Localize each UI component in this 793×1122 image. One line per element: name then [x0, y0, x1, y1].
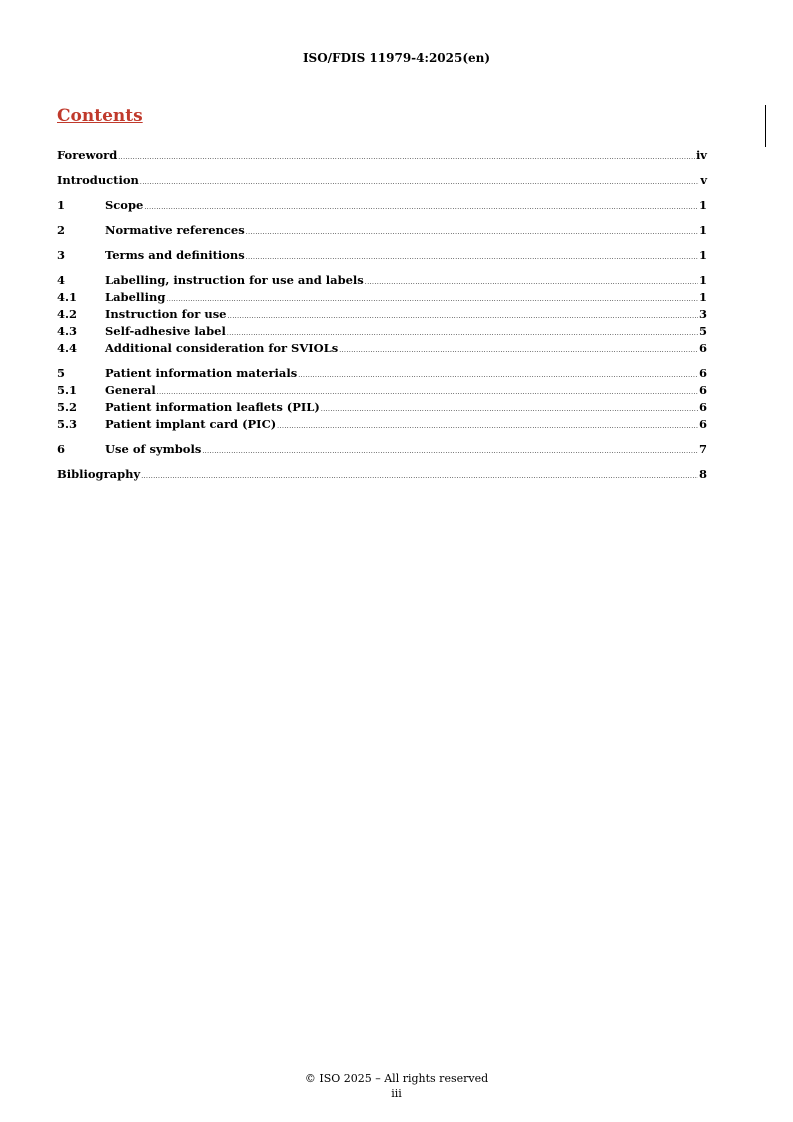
toc-dot-leader: [166, 291, 698, 308]
toc-entry-page: 6: [698, 400, 707, 414]
toc-entry-number: 5.1: [57, 383, 78, 397]
toc-dot-leader: [144, 199, 698, 216]
toc-entry-number: 4.2: [57, 307, 78, 321]
toc-entry-number: 4.3: [57, 324, 78, 338]
document-header: ISO/FDIS 11979-4:2025(en): [302, 51, 491, 65]
toc-entry-4[interactable]: [57, 272, 707, 289]
toc-entry-number: 4.4: [57, 341, 78, 355]
toc-entry-number: 4: [57, 273, 66, 287]
toc-entry-title: Terms and definitions: [105, 248, 245, 262]
toc-entry-page: 5: [698, 324, 707, 338]
toc-entry-title: Patient implant card (PIC): [105, 417, 277, 431]
toc-entry-title: Self-adhesive label: [105, 324, 226, 338]
contents-title: Contents: [57, 106, 143, 126]
page-footer: [0, 1071, 793, 1101]
toc-dot-leader: [118, 149, 695, 166]
toc-entry-page: 1: [698, 223, 707, 237]
toc-entry-title: Foreword: [57, 148, 118, 162]
toc-entry-2[interactable]: [57, 222, 707, 239]
toc-entry-number: 2: [57, 223, 66, 237]
toc-entry-5-2[interactable]: [57, 399, 707, 416]
toc-dot-leader: [321, 401, 698, 418]
toc-entry-title: Normative references: [105, 223, 245, 237]
toc-entry-introduction[interactable]: [57, 172, 707, 189]
toc-entry-number: 5.3: [57, 417, 78, 431]
toc-dot-leader: [228, 308, 698, 325]
toc-entry-page: 6: [698, 383, 707, 397]
change-bar: [765, 105, 766, 147]
page-number: iii: [391, 1087, 402, 1100]
toc-entry-4-2[interactable]: [57, 306, 707, 323]
toc-entry-number: 6: [57, 442, 66, 456]
toc-entry-page: 6: [698, 417, 707, 431]
toc-entry-page: 1: [698, 248, 707, 262]
toc-entry-page: 6: [698, 341, 707, 355]
toc-entry-title: Labelling, instruction for use and labels: [105, 273, 364, 287]
toc-entry-title: Patient information materials: [105, 366, 298, 380]
toc-dot-leader: [140, 174, 699, 191]
toc-entry-page: 8: [698, 467, 707, 481]
toc-entry-title: Labelling: [105, 290, 166, 304]
copyright-notice: © ISO 2025 – All rights reserved: [304, 1072, 489, 1085]
toc-entry-number: 4.1: [57, 290, 78, 304]
toc-entry-page: 7: [698, 442, 707, 456]
toc-entry-number: 5: [57, 366, 66, 380]
toc-entry-number: 1: [57, 198, 66, 212]
toc-entry-title: General: [105, 383, 156, 397]
toc-entry-number: 5.2: [57, 400, 78, 414]
toc-dot-leader: [339, 342, 698, 359]
toc-entry-page: 1: [698, 198, 707, 212]
toc-dot-leader: [141, 468, 698, 485]
toc-entry-bibliography[interactable]: [57, 466, 707, 483]
toc-entry-title: Scope: [105, 198, 144, 212]
toc-entry-5-3[interactable]: [57, 416, 707, 433]
toc-entry-title: Patient information leaflets (PIL): [105, 400, 320, 414]
toc-entry-5[interactable]: [57, 365, 707, 382]
toc-entry-page: 1: [698, 273, 707, 287]
toc-dot-leader: [298, 367, 698, 384]
toc-entry-4-1[interactable]: [57, 289, 707, 306]
toc-entry-page: 6: [698, 366, 707, 380]
toc-entry-page: v: [700, 173, 707, 187]
toc-entry-title: Introduction: [57, 173, 139, 187]
toc-dot-leader: [246, 224, 698, 241]
toc-entry-title: Use of symbols: [105, 442, 202, 456]
table-of-contents: [57, 147, 707, 483]
toc-entry-title: Additional consideration for SVIOLs: [105, 341, 339, 355]
toc-entry-4-4[interactable]: [57, 340, 707, 357]
toc-entry-6[interactable]: [57, 441, 707, 458]
toc-entry-page: 1: [698, 290, 707, 304]
toc-entry-5-1[interactable]: [57, 382, 707, 399]
toc-entry-1[interactable]: [57, 197, 707, 214]
toc-entry-foreword[interactable]: [57, 147, 707, 164]
toc-entry-3[interactable]: [57, 247, 707, 264]
toc-entry-title: Instruction for use: [105, 307, 227, 321]
toc-entry-page: 3: [698, 307, 707, 321]
toc-dot-leader: [277, 418, 698, 435]
toc-dot-leader: [246, 249, 698, 266]
toc-entry-4-3[interactable]: [57, 323, 707, 340]
toc-dot-leader: [365, 274, 698, 291]
toc-dot-leader: [202, 443, 698, 460]
toc-entry-title: Bibliography: [57, 467, 141, 481]
toc-entry-number: 3: [57, 248, 66, 262]
toc-entry-page: iv: [695, 148, 707, 162]
